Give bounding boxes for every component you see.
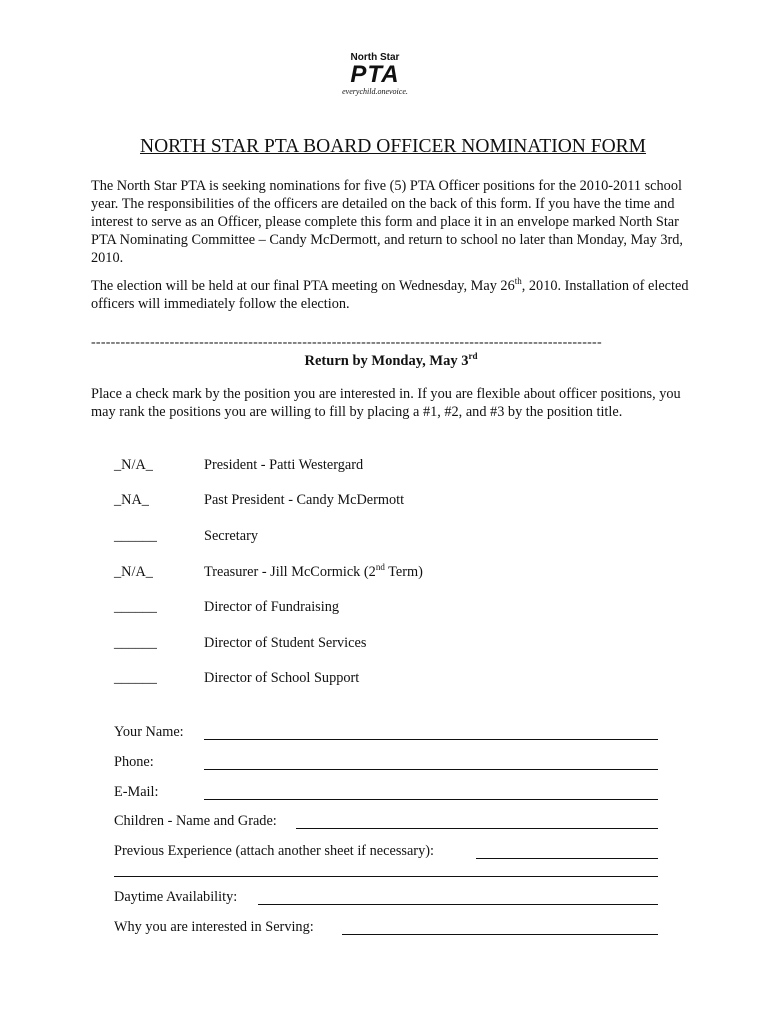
field-label: Children - Name and Grade: bbox=[114, 813, 277, 829]
position-row-fundraising[interactable] bbox=[114, 599, 674, 619]
field-label: Daytime Availability: bbox=[114, 889, 238, 905]
children-line[interactable] bbox=[296, 828, 658, 829]
return-by-heading: Return by Monday, May 3rd bbox=[304, 351, 478, 369]
experience-field[interactable] bbox=[114, 843, 658, 865]
why-line[interactable] bbox=[342, 934, 658, 935]
position-row-treasurer[interactable] bbox=[114, 564, 674, 584]
position-row-past-president[interactable] bbox=[114, 492, 674, 512]
north-star-pta-logo bbox=[325, 52, 425, 108]
email-line[interactable] bbox=[204, 799, 658, 800]
position-check-blank[interactable]: _NA_ bbox=[114, 492, 149, 508]
position-check-blank[interactable]: _N/A_ bbox=[114, 457, 153, 473]
experience-line[interactable] bbox=[476, 858, 658, 859]
position-check-blank[interactable]: ______ bbox=[114, 528, 157, 544]
position-check-blank[interactable]: ______ bbox=[114, 670, 157, 686]
field-label: Phone: bbox=[114, 754, 154, 770]
position-label: Director of Student Services bbox=[204, 635, 367, 651]
intro-paragraph: The North Star PTA is seeking nominations for five (5) PTA Officer positions for the 2010-2011 school year. The responsibilities of the officers are detailed on the back of this form. If you have the time and interest to serve as an Officer, please complete this form and place it in an envelope marked North Star PTA Nominating Committee – Candy McDermott, and return to school no later than Monday, May 3rd, 2010. bbox=[91, 178, 683, 266]
your-name-field[interactable] bbox=[114, 724, 658, 746]
position-check-blank[interactable]: _N/A_ bbox=[114, 564, 153, 580]
availability-field[interactable] bbox=[114, 889, 658, 911]
instructions-paragraph: Place a check mark by the position you are interested in. If you are flexible about officer positions, you may rank the positions you are willing to fill by placing a #1, #2, and #3 by the position title. bbox=[91, 386, 681, 420]
field-label: Previous Experience (attach another sheet if necessary): bbox=[114, 843, 434, 859]
position-check-blank[interactable]: ______ bbox=[114, 635, 157, 651]
availability-line[interactable] bbox=[258, 904, 658, 905]
position-label: Director of School Support bbox=[204, 670, 360, 686]
logo-pta-text: PTA bbox=[350, 61, 400, 88]
why-serving-field[interactable] bbox=[114, 919, 658, 941]
position-label: Past President - Candy McDermott bbox=[204, 492, 405, 508]
field-label: Your Name: bbox=[114, 724, 184, 740]
name-line[interactable] bbox=[204, 739, 658, 740]
position-label: Secretary bbox=[204, 528, 258, 544]
position-label: Treasurer - Jill McCormick (2nd Term) bbox=[204, 562, 423, 580]
position-check-blank[interactable]: ______ bbox=[114, 599, 157, 615]
children-field[interactable] bbox=[114, 813, 658, 835]
field-label: E-Mail: bbox=[114, 784, 159, 800]
form-title: NORTH STAR PTA BOARD OFFICER NOMINATION FORM bbox=[140, 136, 647, 157]
position-row-school-support[interactable] bbox=[114, 670, 674, 690]
position-row-student-services[interactable] bbox=[114, 635, 674, 655]
position-row-president[interactable] bbox=[114, 457, 674, 477]
field-label: Why you are interested in Serving: bbox=[114, 919, 314, 935]
election-paragraph: The election will be held at our final PTA meeting on Wednesday, May 26th, 2010. Installation of elected officers will immediately follow the election. bbox=[91, 276, 689, 312]
position-row-secretary[interactable] bbox=[114, 528, 674, 548]
position-label: President - Patti Westergard bbox=[204, 457, 364, 473]
email-field[interactable] bbox=[114, 784, 658, 806]
logo-tagline: everychild.onevoice. bbox=[342, 87, 408, 96]
phone-field[interactable] bbox=[114, 754, 658, 776]
experience-extra-line[interactable] bbox=[114, 876, 658, 877]
phone-line[interactable] bbox=[204, 769, 658, 770]
logo-top-text: North Star bbox=[350, 52, 400, 63]
cut-divider: -------------------------------------------------------------------------------------------------------- bbox=[91, 335, 602, 350]
position-label: Director of Fundraising bbox=[204, 599, 339, 615]
